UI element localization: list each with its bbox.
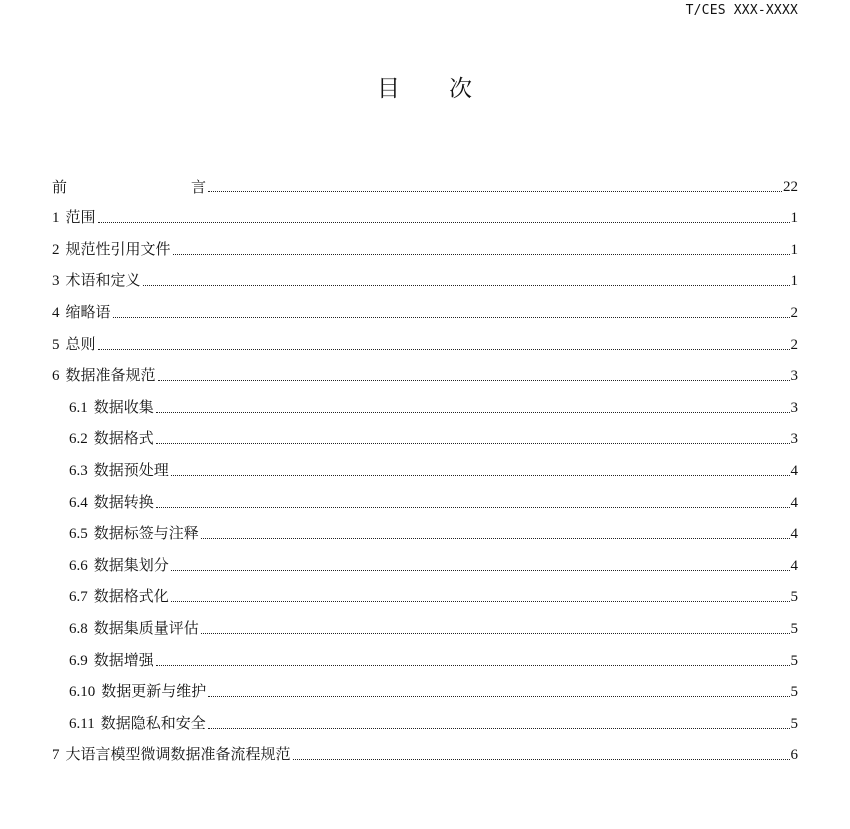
dot-leader: [201, 632, 790, 634]
toc-entry-text: 数据更新与维护: [101, 682, 207, 701]
page-title: [0, 70, 850, 103]
toc-entry[interactable]: [52, 197, 798, 229]
toc-entry-number: 4: [52, 304, 60, 321]
toc-subentry[interactable]: [52, 639, 798, 671]
toc-entry-number: 6.4: [69, 494, 88, 511]
toc-entry-page: 3: [790, 368, 798, 385]
toc-entry[interactable]: [52, 734, 798, 766]
toc-entry-label: [69, 523, 199, 544]
toc-entry[interactable]: [52, 291, 798, 323]
toc-entry-page: 4: [790, 557, 798, 574]
toc-entry-page: 5: [790, 715, 798, 732]
dot-leader: [156, 664, 790, 666]
toc-subentry[interactable]: [52, 671, 798, 703]
toc-entry-page: 2: [790, 304, 798, 321]
dot-leader: [156, 411, 790, 413]
toc-entry-label: [52, 744, 291, 765]
dot-leader: [98, 221, 790, 223]
dot-leader: [98, 348, 790, 350]
toc-entry-label: [69, 618, 199, 639]
toc-entry[interactable]: [52, 323, 798, 355]
toc-entry-text: 数据标签与注释: [93, 524, 199, 543]
toc-subentry[interactable]: [52, 576, 798, 608]
toc-entry-number: 6.10: [69, 684, 96, 701]
table-of-contents: [52, 165, 798, 765]
dot-leader: [143, 284, 790, 286]
dot-leader: [171, 474, 790, 476]
toc-entry-text: 数据预处理: [93, 460, 169, 479]
toc-entry-page: 2: [790, 336, 798, 353]
toc-entry-label: [69, 650, 154, 671]
standard-code: T/CES XXX-XXXX: [685, 3, 798, 18]
toc-entry-page: 4: [790, 526, 798, 543]
toc-entry-label: [52, 302, 111, 323]
title-char-1: 目: [377, 76, 401, 102]
toc-subentry[interactable]: [52, 607, 798, 639]
dot-leader: [208, 695, 789, 697]
toc-entry-text: 规范性引用文件: [65, 239, 171, 258]
toc-entry-number: 1: [52, 210, 60, 227]
toc-entry-page: 6: [790, 747, 798, 764]
toc-entry-page: 5: [790, 620, 798, 637]
toc-entry-number: 2: [52, 241, 60, 258]
toc-entry-number: 6.11: [69, 715, 95, 732]
toc-entry-label: [69, 492, 154, 513]
toc-entry-label: [52, 207, 96, 228]
toc-entry-label: [69, 555, 169, 576]
toc-entry-page: 5: [790, 684, 798, 701]
dot-leader: [158, 379, 790, 381]
toc-entry-number: 6.1: [69, 399, 88, 416]
toc-subentry[interactable]: [52, 544, 798, 576]
toc-entry[interactable]: [52, 228, 798, 260]
toc-entry-text: 范围: [65, 208, 96, 227]
preface-char-1: 前: [52, 177, 68, 196]
toc-entry-number: 6.3: [69, 462, 88, 479]
toc-entry-page: 4: [790, 494, 798, 511]
toc-entry-label: [52, 177, 206, 197]
toc-entry-number: 7: [52, 747, 60, 764]
toc-entry-page: 1: [790, 273, 798, 290]
toc-entry-text: 数据转换: [93, 492, 154, 511]
dot-leader: [201, 537, 790, 539]
toc-subentry[interactable]: [52, 386, 798, 418]
toc-entry-number: 3: [52, 273, 60, 290]
toc-entry-label: [69, 586, 169, 607]
toc-entry-preface[interactable]: [52, 165, 798, 197]
toc-entry[interactable]: [52, 355, 798, 387]
toc-entry-page: 5: [790, 589, 798, 606]
dot-leader: [171, 600, 790, 602]
toc-entry-text: 数据集质量评估: [93, 618, 199, 637]
toc-entry-text: 总则: [65, 334, 96, 353]
toc-entry-number: 6.2: [69, 431, 88, 448]
dot-leader: [171, 569, 790, 571]
toc-entry-label: [69, 397, 154, 418]
toc-entry-text: 缩略语: [65, 302, 111, 321]
toc-subentry[interactable]: [52, 481, 798, 513]
toc-subentry[interactable]: [52, 702, 798, 734]
toc-entry-text: 数据增强: [93, 650, 154, 669]
toc-subentry[interactable]: [52, 418, 798, 450]
toc-entry-text: 数据收集: [93, 397, 154, 416]
toc-entry-text: 大语言模型微调数据准备流程规范: [65, 745, 291, 764]
dot-leader: [156, 506, 790, 508]
toc-entry-label: [52, 270, 141, 291]
toc-subentry[interactable]: [52, 513, 798, 545]
toc-entry-text: 数据集划分: [93, 555, 169, 574]
toc-entry-page: 3: [790, 431, 798, 448]
toc-entry-page: 22: [783, 178, 798, 195]
toc-entry-page: 3: [790, 399, 798, 416]
title-char-2: 次: [449, 76, 473, 102]
toc-entry-page: 4: [790, 462, 798, 479]
toc-entry-label: [69, 460, 169, 481]
toc-entry-label: [52, 334, 96, 355]
dot-leader: [208, 190, 782, 192]
toc-entry-number: 6.6: [69, 557, 88, 574]
dot-leader: [293, 758, 790, 760]
dot-leader: [208, 727, 790, 729]
toc-entry[interactable]: [52, 260, 798, 292]
dot-leader: [113, 316, 790, 318]
toc-entry-text: 数据隐私和安全: [100, 713, 206, 732]
dot-leader: [173, 253, 790, 255]
toc-entry-label: [69, 681, 206, 702]
toc-entry-label: [52, 365, 156, 386]
toc-entry-page: 1: [790, 241, 798, 258]
toc-entry-number: 6: [52, 368, 60, 385]
toc-entry-text: 术语和定义: [65, 271, 141, 290]
toc-entry-text: 数据格式: [93, 429, 154, 448]
dot-leader: [156, 442, 790, 444]
toc-subentry[interactable]: [52, 449, 798, 481]
toc-entry-number: 5: [52, 336, 60, 353]
toc-entry-label: [69, 428, 154, 449]
toc-entry-text: 数据格式化: [93, 587, 169, 606]
toc-entry-number: 6.8: [69, 620, 88, 637]
toc-entry-label: [52, 239, 171, 260]
toc-entry-number: 6.5: [69, 526, 88, 543]
toc-entry-label: [69, 713, 206, 734]
preface-char-2: 言: [191, 177, 207, 196]
toc-entry-number: 6.9: [69, 652, 88, 669]
toc-entry-page: 5: [790, 652, 798, 669]
toc-entry-page: 1: [790, 210, 798, 227]
toc-entry-text: 数据准备规范: [65, 366, 156, 385]
toc-entry-number: 6.7: [69, 589, 88, 606]
